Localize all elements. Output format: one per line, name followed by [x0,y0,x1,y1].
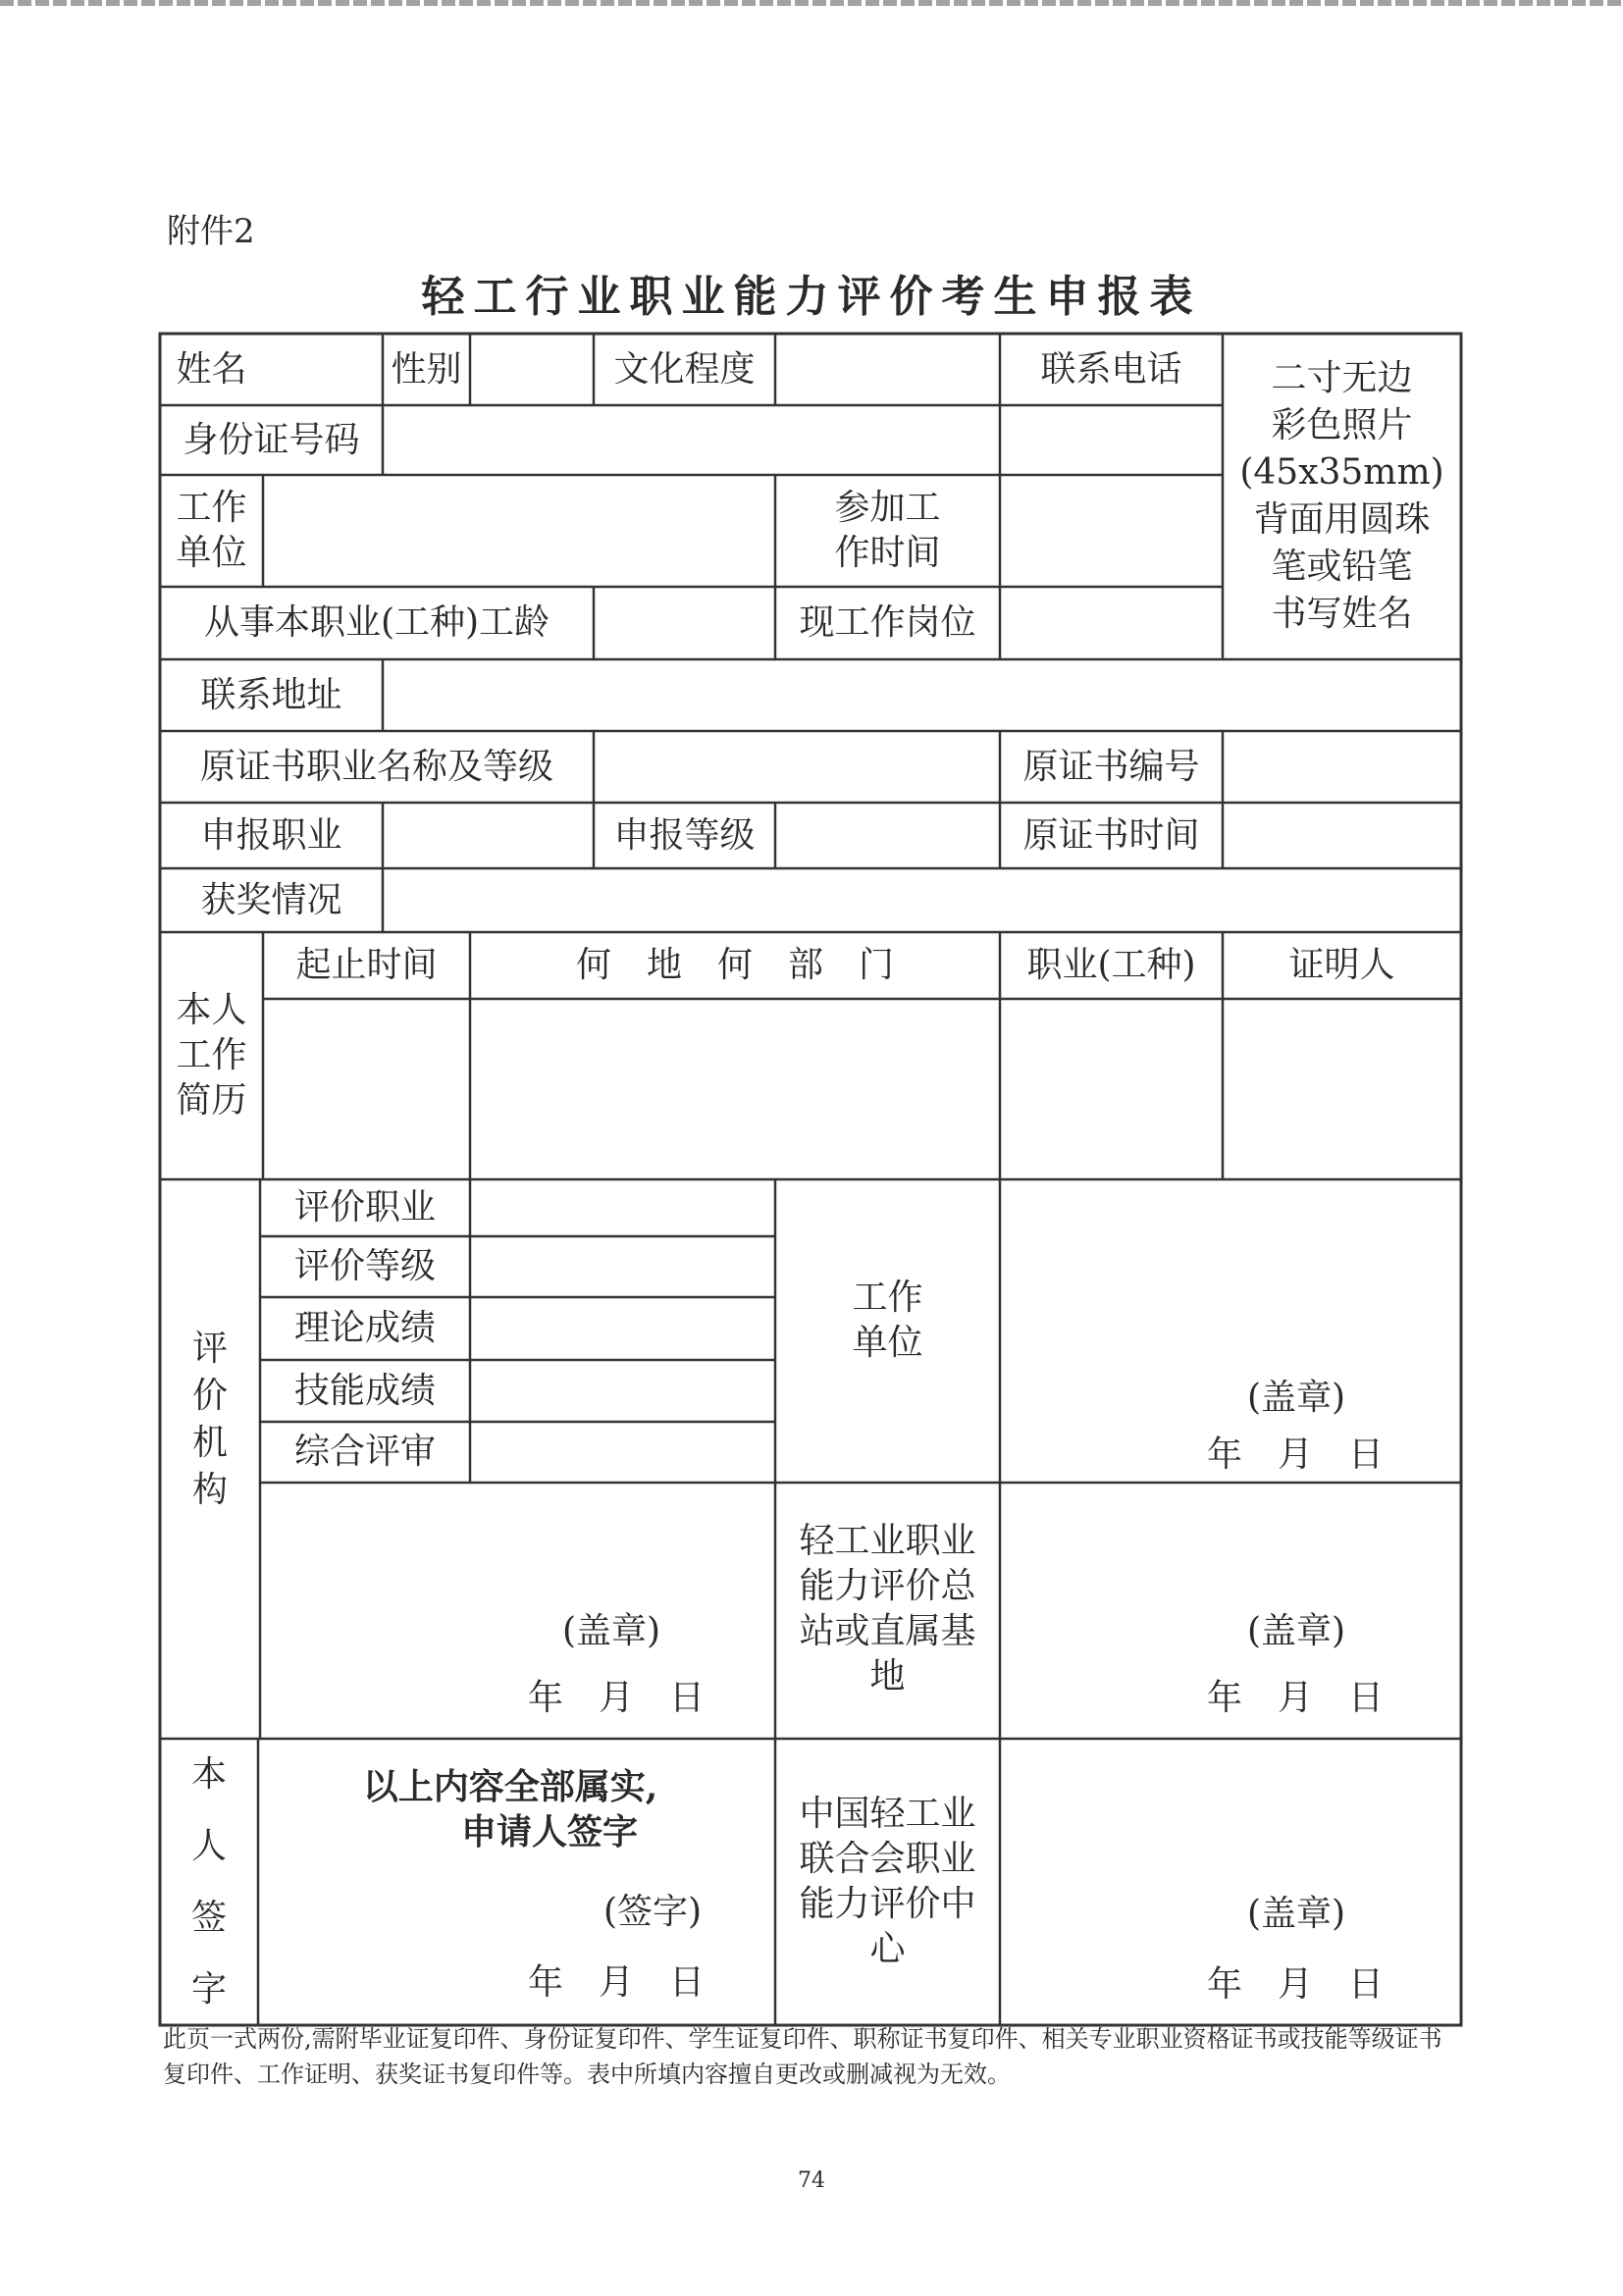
name-label: 姓名 [176,348,247,390]
page-number: 74 [798,2168,825,2193]
resume-label-line: 简历 [176,1080,247,1121]
work-start-field[interactable] [1000,475,1223,587]
federation-date: 年 月 日 [1206,1964,1384,2005]
orig-cert-no-field[interactable] [1223,731,1461,803]
statement-line-1: 以上内容全部属实, [362,1766,658,1807]
photo-line: 彩色照片 [1271,405,1413,445]
eval-scores-fields[interactable] [470,1179,775,1483]
eval-org-seal: (盖章) [561,1611,661,1651]
current-post-field[interactable] [1000,587,1223,659]
signature-label-line: 签 [190,1897,227,1938]
photo-line: 书写姓名 [1271,594,1413,634]
employer-line: 工作 [176,488,247,528]
hq-seal: (盖章) [1246,1611,1346,1651]
work-start-label [775,475,1000,587]
federation-line: 能力评价中 [799,1884,976,1924]
resume-entries-area[interactable] [263,999,1461,1179]
address-field[interactable] [383,659,1461,731]
apply-occupation-field[interactable] [383,803,594,868]
signature-label-line: 字 [190,1968,227,2009]
eval-occupation-label: 评价职业 [293,1187,436,1227]
work-unit-line: 单位 [852,1323,923,1363]
employer-line: 单位 [176,533,247,573]
occupation-years-label: 从事本职业(工种)工龄 [203,602,550,643]
apply-level-label: 申报等级 [613,814,756,856]
eval-theory-label: 理论成绩 [293,1308,436,1348]
evaluation-label-line: 价 [191,1376,228,1416]
id-number-label: 身份证号码 [183,419,360,460]
orig-cert-no-label: 原证书编号 [1022,746,1200,787]
gender-label: 性别 [391,348,462,390]
name-field[interactable] [263,334,383,405]
photo-line: 背面用圆珠 [1253,499,1431,540]
apply-occupation-label: 申报职业 [200,814,342,856]
address-label: 联系地址 [200,674,342,715]
photo-line: 二寸无边 [1271,358,1413,398]
work-start-line: 作时间 [834,533,941,573]
evaluation-label-line: 构 [191,1470,228,1510]
hq-label [775,1519,1000,1699]
evaluation-label [160,1179,260,1739]
photo-line: 笔或铅笔 [1271,547,1413,587]
work-unit-line: 工作 [852,1278,923,1318]
hq-line: 地 [869,1656,906,1696]
federation-seal: (盖章) [1246,1894,1346,1934]
photo-line: (45x35mm) [1239,452,1444,493]
education-field[interactable] [775,334,1000,405]
federation-line: 中国轻工业 [799,1794,976,1834]
signature-label [160,1739,258,2025]
resume-col-location: 何 地 何 部 门 [575,945,894,985]
signature-label-line: 人 [190,1825,227,1866]
hq-line: 站或直属基 [799,1611,976,1651]
evaluation-label-line: 评 [191,1329,228,1369]
eval-skill-label: 技能成绩 [293,1370,436,1411]
eval-org-date: 年 月 日 [527,1678,705,1718]
form-title: 轻工行业职业能力评价考生申报表 [421,272,1202,322]
resume-label-line: 本人 [176,990,247,1030]
education-label: 文化程度 [613,348,756,390]
orig-cert-date-label: 原证书时间 [1022,814,1200,856]
gender-field[interactable] [470,334,594,405]
applicant-date: 年 月 日 [527,1962,705,2003]
phone-label: 联系电话 [1040,348,1182,390]
resume-col-occupation: 职业(工种) [1026,945,1196,985]
federation-line: 心 [869,1929,906,1969]
employer-field[interactable] [263,475,775,587]
resume-col-witness: 证明人 [1288,945,1395,985]
statement-line-2: 申请人签字 [460,1811,638,1852]
orig-cert-title-label: 原证书职业名称及等级 [199,746,553,787]
resume-col-period: 起止时间 [295,945,438,985]
phone-field[interactable] [1000,405,1223,475]
federation-label [775,1792,1000,1972]
awards-label: 获奖情况 [200,879,342,920]
evaluation-label-line: 机 [191,1423,228,1463]
work-start-line: 参加工 [834,488,941,528]
awards-field[interactable] [383,868,1461,932]
photo-instructions[interactable] [1223,355,1461,638]
orig-cert-title-field[interactable] [594,731,1000,803]
attachment-label: 附件2 [167,212,255,251]
signature-label-line: 本 [190,1753,227,1795]
eval-work-unit-label [775,1276,1000,1366]
orig-cert-date-field[interactable] [1223,803,1461,868]
occupation-years-field[interactable] [594,587,775,659]
applicant-sign[interactable]: (签字) [602,1892,703,1932]
hq-date: 年 月 日 [1206,1678,1384,1718]
apply-level-field[interactable] [775,803,1000,868]
footer-note: 此页一式两份,需附毕业证复印件、身份证复印件、学生证复印件、职称证书复印件、相关专业职业资格证书或技能等级证书复印件、工作证明、获奖证书复印件等。表中所填内容擅自更改或删减视为无效。 [163,2025,1442,2088]
resume-label [160,932,263,1179]
work-unit-date: 年 月 日 [1206,1435,1384,1475]
eval-level-label: 评价等级 [293,1246,436,1286]
resume-label-line: 工作 [176,1035,247,1075]
hq-line: 能力评价总 [799,1566,976,1606]
hq-line: 轻工业职业 [799,1521,976,1561]
employer-label [160,475,263,587]
work-unit-seal: (盖章) [1246,1378,1346,1418]
eval-overall-label: 综合评审 [293,1432,436,1472]
federation-line: 联合会职业 [799,1839,976,1879]
id-number-field[interactable] [383,405,1000,475]
current-post-label: 现工作岗位 [799,602,976,643]
